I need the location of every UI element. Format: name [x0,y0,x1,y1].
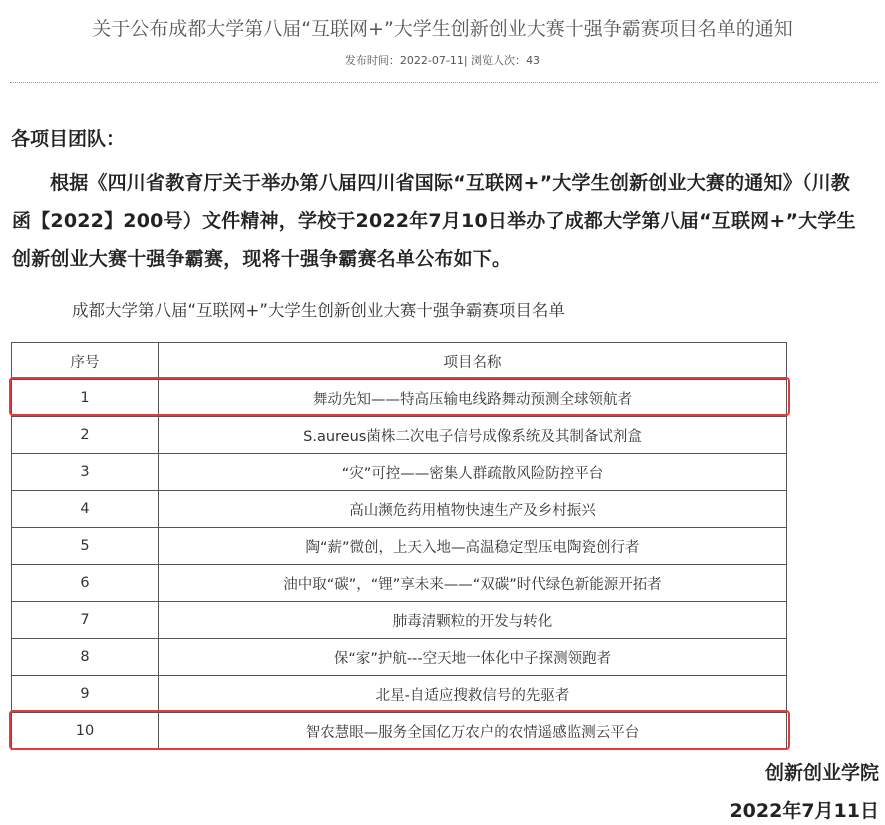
table-row [12,417,787,454]
table-row [12,528,787,565]
page-title: 关于公布成都大学第八届“互联网+”大学生创新创业大赛十强争霸赛项目名单的通知 [92,18,793,40]
article-meta [0,52,885,68]
row-project-name: 肺毒清颗粒的开发与转化 [159,602,787,639]
row-project-name: S.aureus菌株二次电子信号成像系统及其制备试剂盒 [159,417,787,454]
views-count: 43 [526,54,541,67]
row-project-name: 智农慧眼—服务全国亿万农户的农情遥感监测云平台 [159,713,787,750]
row-number: 1 [12,380,159,417]
row-project-name: 舞动先知——特高压输电线路舞动预测全球领航者 [159,380,787,417]
title-divider [10,82,878,83]
row-number: 2 [12,417,159,454]
body-paragraph: 根据《四川省教育厅关于举办第八届四川省国际“互联网+”大学生创新创业大赛的通知》（川教函【2022】200号）文件精神，学校于2022年7月10日举办了成都大学第八届“互联网+”大学生创新创业大赛十强争霸赛，现将十强争霸赛名单公布如下。 [12,172,856,270]
row-project-name: 保“家”护航---空天地一体化中子探测领跑者 [159,639,787,676]
table-caption: 成都大学第八届“互联网+”大学生创新创业大赛十强争霸赛项目名单 [72,301,565,320]
row-number: 8 [12,639,159,676]
highlight-box-row-1 [9,377,790,416]
row-project-name: “灾”可控——密集人群疏散风险防控平台 [159,454,787,491]
publish-date: 2022-07-11 [399,54,464,67]
row-project-name: 北星-自适应搜救信号的先驱者 [159,676,787,713]
row-number: 10 [12,713,159,750]
row-number: 5 [12,528,159,565]
row-project-name: 陶“薪”微创，上天入地—高温稳定型压电陶瓷创行者 [159,528,787,565]
header-project-name: 项目名称 [159,343,787,380]
table-row [12,602,787,639]
highlight-box-row-10 [9,710,790,750]
row-project-name: 高山濒危药用植物快速生产及乡村振兴 [159,491,787,528]
table-row [12,565,787,602]
views-label: | 浏览人次： [463,54,527,67]
table-row [12,454,787,491]
row-number: 7 [12,602,159,639]
header-number: 序号 [12,343,159,380]
table-row [12,639,787,676]
salutation: 各项目团队： [11,128,126,150]
row-number: 4 [12,491,159,528]
table-row [12,676,787,713]
table-row [12,491,787,528]
publish-label: 发布时间： [344,54,400,67]
row-project-name: 油中取“碳”，“锂”享未来——“双碳”时代绿色新能源开拓者 [159,565,787,602]
signature-organization: 创新创业学院 [764,762,879,784]
signature-date: 2022年7月11日 [729,800,879,822]
table-header-row [12,343,787,380]
row-number: 9 [12,676,159,713]
row-number: 6 [12,565,159,602]
row-number: 3 [12,454,159,491]
